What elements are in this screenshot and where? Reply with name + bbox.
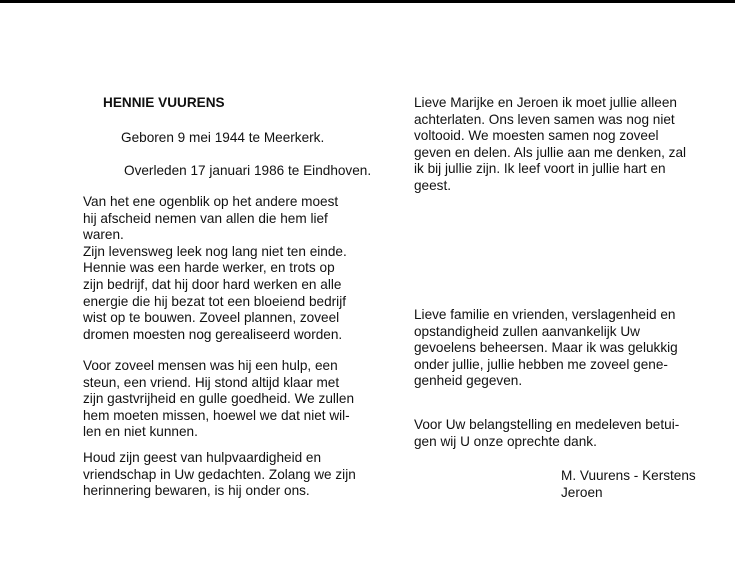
text-line: wist op te bouwen. Zoveel plannen, zoveel (83, 310, 340, 326)
text-line: dromen moesten nog gerealiseerd worden. (83, 326, 343, 342)
text-line: len en niet kunnen. (83, 424, 198, 440)
text-line: Van het ene ogenblik op het andere moest (83, 194, 339, 209)
left-paragraph-3 (83, 450, 399, 500)
text-line: Lieve familie en vrienden, verslagenheid en (414, 307, 676, 322)
text-line: gevoelens beheersen. Maar ik was gelukkig (414, 340, 678, 356)
left-paragraph-1 (83, 194, 399, 343)
text-line: geven en delen. Als jullie aan me denken, zal (414, 144, 687, 160)
right-paragraph-3 (414, 417, 706, 450)
text-line: Hennie was een harde werker, en trots op (83, 260, 335, 276)
text-line: hij afscheid nemen van allen die hem lief (83, 210, 328, 226)
signature (561, 468, 696, 501)
text-line: ik bij jullie zijn. Ik leef voort in jullie hart en (414, 161, 666, 177)
deceased-name: HENNIE VUURENS (103, 95, 225, 110)
text-line: voltooid. We moesten samen nog zoveel (414, 128, 659, 144)
signature-names: M. Vuurens - Kerstens (561, 468, 696, 483)
text-line: Lieve Marijke en Jeroen ik moet jullie alleen (414, 95, 677, 110)
text-line: energie die hij bezat tot een bloeiend bedrijf (83, 293, 347, 309)
text-line: vriendschap in Uw gedachten. Zolang we zijn (83, 466, 356, 482)
text-line: onder jullie, jullie hebben me zoveel gene- (414, 356, 668, 372)
top-border (0, 0, 735, 3)
text-line: Voor zoveel mensen was hij een hulp, een (83, 358, 338, 373)
birth-line: Geboren 9 mei 1944 te Meerkerk. (121, 130, 325, 145)
text-line: achterlaten. Ons leven samen was nog niet (414, 111, 675, 127)
text-line: Zijn levensweg leek nog lang niet ten einde. (83, 243, 347, 259)
text-line: geest. (414, 177, 452, 193)
text-line: opstandigheid zullen aanvankelijk Uw (414, 323, 640, 339)
death-line: Overleden 17 januari 1986 te Eindhoven. (124, 163, 372, 178)
text-line: gen wij U onze oprechte dank. (414, 433, 597, 449)
text-line: steun, een vriend. Hij stond altijd klaar met (83, 374, 340, 390)
text-line: herinnering bewaren, is hij onder ons. (83, 483, 310, 499)
text-line: zijn gastvrijheid en gulle goedheid. We zullen (83, 391, 355, 407)
signature-child: Jeroen (561, 484, 603, 500)
text-line: waren. (83, 227, 124, 243)
left-paragraph-2 (83, 358, 399, 441)
text-line: Houd zijn geest van hulpvaardigheid en (83, 450, 322, 465)
right-paragraph-2 (414, 307, 706, 390)
text-line: zijn bedrijf, dat hij door hard werken en alle (83, 276, 342, 292)
text-line: genheid gegeven. (414, 373, 523, 389)
text-line: hem moeten missen, hoewel we dat niet wil- (83, 407, 350, 423)
right-paragraph-1 (414, 95, 706, 195)
text-line: Voor Uw belangstelling en medeleven betui- (414, 417, 680, 432)
